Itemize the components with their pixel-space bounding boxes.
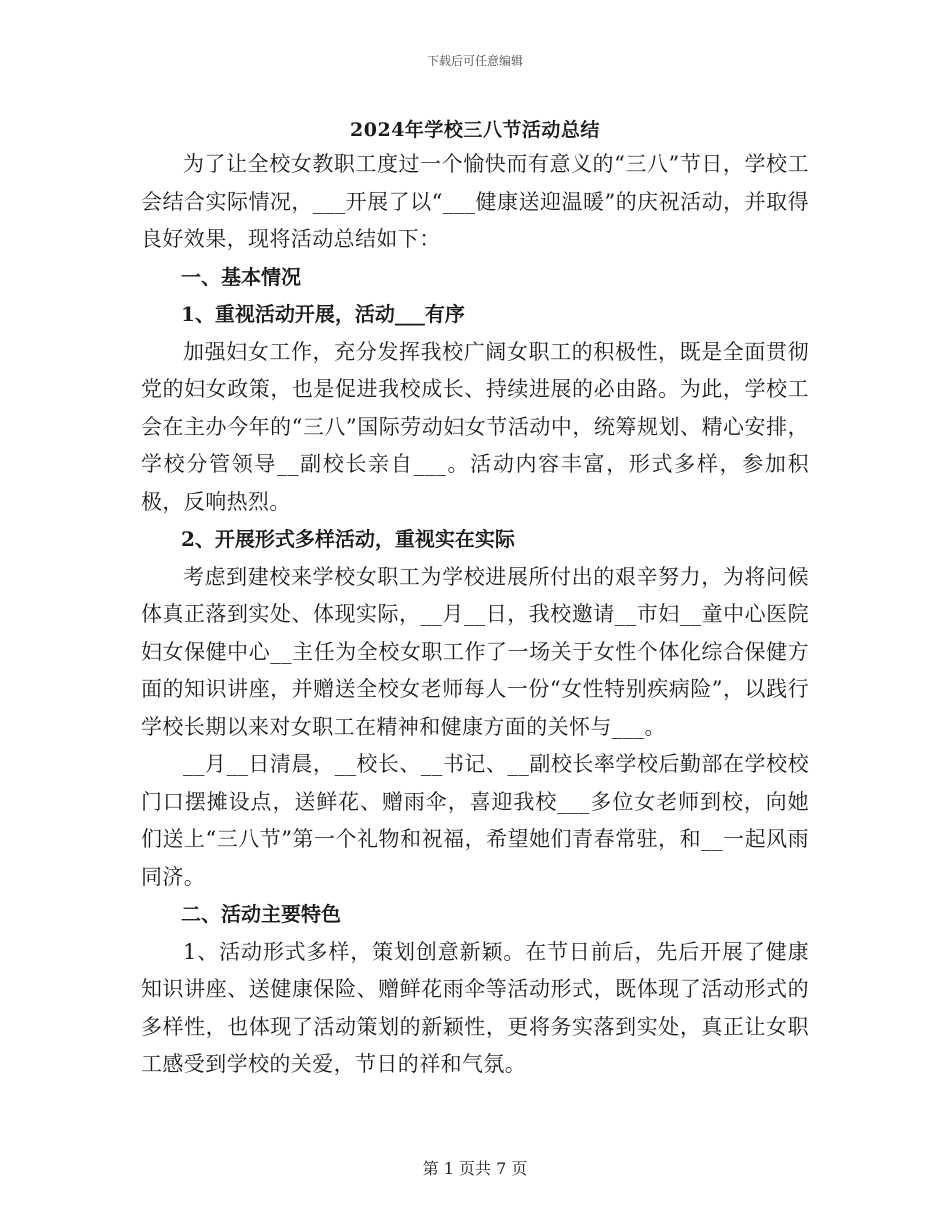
- paragraph-1: 加强妇女工作，充分发挥我校广阔女职工的积极性，既是全面贯彻党的妇女政策，也是促进我校成长、持续进展的必由路。为此，学校工会在主办今年的“三八”国际劳动妇女节活动中，统筹规划、精心安排，学校分管领导__副校长亲自___。活动内容丰富，形式多样，参加积极，反响热烈。: [141, 339, 809, 514]
- paragraph-2: 考虑到建校来学校女职工为学校进展所付出的艰辛努力，为将问候体真正落到实处、体现实际，__月__日，我校邀请__市妇__童中心医院妇女保健中心__主任为全校女职工作了一场关于女性个体化综合保健方面的知识讲座，并赠送全校女老师每人一份“女性特别疾病险”，以践行学校长期以来对女职工在精神和健康方面的关怀与___。: [141, 564, 809, 739]
- section-heading-features: 二、活动主要特色: [181, 902, 341, 926]
- document-body: [141, 146, 809, 1084]
- paragraph-3: __月__日清晨，__校长、__书记、__副校长率学校后勤部在学校校门口摆摊设点，送鲜花、赠雨伞，喜迎我校___多位女老师到校，向她们送上“三八节”第一个礼物和祝福，希望她们青春常驻，和__一起风雨同济。: [141, 752, 809, 889]
- subheading-1: 1、重视活动开展，活动___有序: [181, 302, 465, 326]
- paragraph-4: 1、活动形式多样，策划创意新颖。在节日前后，先后开展了健康知识讲座、送健康保险、赠鲜花雨伞等活动形式，既体现了活动形式的多样性，也体现了活动策划的新颖性，更将务实落到实处，真正让女职工感受到学校的关爱，节日的祥和气氛。: [141, 939, 809, 1076]
- intro-paragraph: 为了让全校女教职工度过一个愉快而有意义的“三八”节日，学校工会结合实际情况，___开展了以“___健康送迎温暖”的庆祝活动，并取得良好效果，现将活动总结如下：: [141, 152, 809, 251]
- header-note: 下载后可任意编辑: [426, 54, 523, 68]
- page-footer: 第 1 页共 7 页: [422, 1159, 528, 1178]
- subheading-2: 2、开展形式多样活动，重视实在实际: [181, 527, 515, 551]
- section-heading-basic-situation: 一、基本情况: [181, 264, 301, 289]
- document-title: 2024年学校三八节活动总结: [350, 119, 600, 141]
